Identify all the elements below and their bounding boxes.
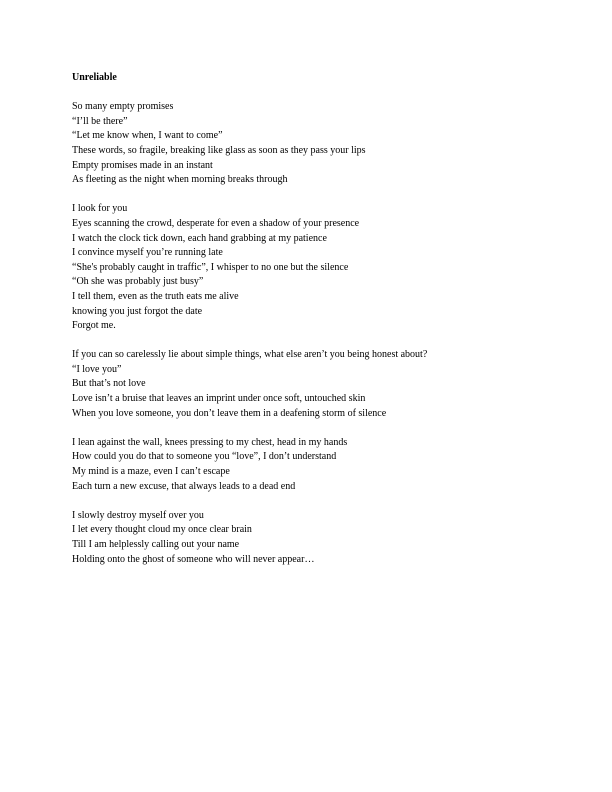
stanza-gap — [72, 421, 552, 436]
poem-line: As fleeting as the night when morning breaks through — [72, 174, 288, 186]
poem-line: I let every thought cloud my once clear brain — [72, 524, 252, 536]
poem-line: Eyes scanning the crowd, desperate for even a shadow of your presence — [72, 217, 360, 229]
poem-line: “Let me know when, I want to come” — [72, 130, 223, 142]
stanza-5 — [72, 509, 552, 567]
poem-line: When you love someone, you don’t leave them in a deafening storm of silence — [72, 407, 387, 419]
stanza-3 — [72, 348, 552, 421]
poem-line: I convince myself you’re running late — [72, 247, 223, 259]
stanza-gap — [72, 86, 552, 101]
poem-line: “I love you” — [72, 363, 122, 375]
poem-line: My mind is a maze, even I can’t escape — [72, 466, 230, 478]
poem-line: Love isn’t a bruise that leaves an imprint under once soft, untouched skin — [72, 393, 366, 405]
poem-line: So many empty promises — [72, 101, 174, 113]
poem-line: Till I am helplessly calling out your name — [72, 539, 240, 550]
stanza-4 — [72, 436, 552, 494]
poem-line: If you can so carelessly lie about simple things, what else aren’t you being honest about? — [72, 349, 428, 361]
stanza-gap — [72, 334, 552, 349]
poem-line: knowing you just forgot the date — [72, 305, 203, 317]
stanza-gap — [72, 494, 552, 509]
poem-line: I watch the clock tick down, each hand grabbing at my patience — [72, 232, 327, 244]
poem-line: I slowly destroy myself over you — [72, 509, 204, 521]
poem-line: “She's probably caught in traffic”, I whisper to no one but the silence — [72, 261, 349, 273]
poem-line: Forgot me. — [72, 320, 116, 332]
poem-line: Holding onto the ghost of someone who will never appear… — [72, 553, 315, 565]
poem-line: These words, so fragile, breaking like glass as soon as they pass your lips — [72, 144, 366, 156]
poem — [72, 71, 552, 567]
poem-line: I tell them, even as the truth eats me alive — [72, 290, 239, 302]
poem-line: How could you do that to someone you “love”, I don’t understand — [72, 451, 337, 463]
poem-line: But that’s not love — [72, 378, 146, 390]
poem-line: I look for you — [72, 203, 128, 215]
poem-line: I lean against the wall, knees pressing to my chest, head in my hands — [72, 436, 348, 448]
stanza-gap — [72, 188, 552, 203]
poem-line: Each turn a new excuse, that always leads to a dead end — [72, 480, 296, 492]
poem-title: Unreliable — [72, 72, 117, 83]
poem-line: Empty promises made in an instant — [72, 159, 213, 171]
poem-line: “Oh she was probably just busy” — [72, 276, 204, 288]
stanza-2 — [72, 202, 552, 333]
poem-line: “I’ll be there” — [72, 115, 128, 127]
stanza-1 — [72, 100, 552, 188]
